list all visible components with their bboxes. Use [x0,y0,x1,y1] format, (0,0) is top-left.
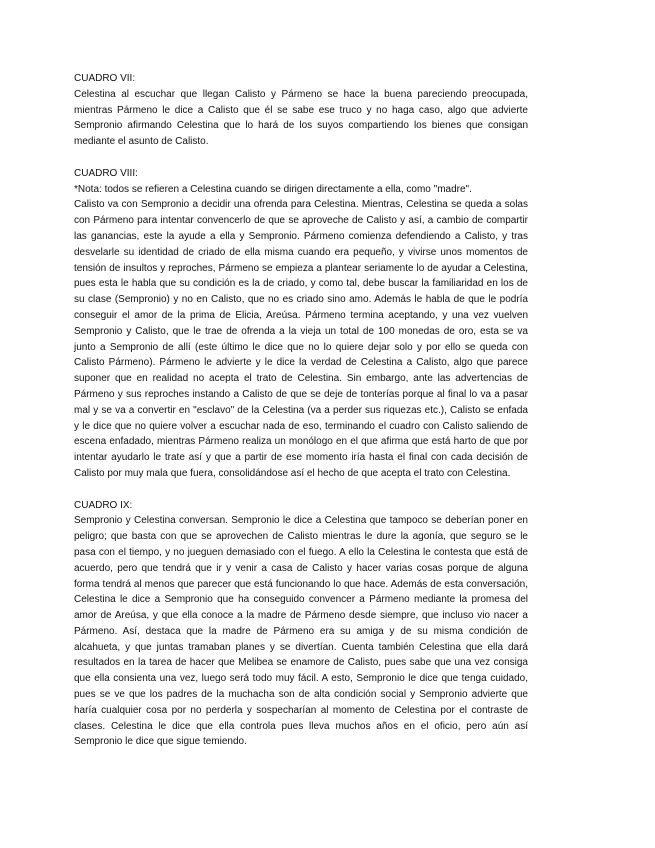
section-paragraph: Sempronio y Celestina conversan. Sempronio le dice a Celestina que tampoco se deberían poner en peligro; que basta con que se aprovechen de Calisto mientras le dure la agonía, que seguro se le pasa con el tiempo, y no jueguen demasiado con el fuego. A ello la Celestina le contesta que está de acuerdo, pero que tendrá que ir y venir a casa de Calisto y hacer varias cosas porque de alguna forma tendrá al menos que parecer que está funcionando lo que hace. Además de esta conversación, Celestina le dice a Sempronio que ha conseguido convencer a Pármeno mediante la promesa del amor de Areúsa, y que ella conoce a la madre de Pármeno desde siempre, que incluso vio nacer a Pármeno. Así, destaca que la madre de Pármeno era su amiga y de su misma condición de alcahueta, y que juntas tramaban planes y se divertían. Cuenta también Celestina que ella dará resultados en la tarea de hacer que Melibea se enamore de Calisto, pues sabe que una vez consiga que ella consienta una vez, luego será todo muy fácil. A esto, Sempronio le dice que tenga cuidado, pues se ve que los padres de la muchacha son de alta condición social y Sempronio advierte que haría cualquier cosa por no perderla y sospecharían al momento de Celestina por el contraste de clases. Celestina le dice que ella controla pues lleva muchos años en el oficio, pero aún así Sempronio le dice que sigue temiendo. [74,515,528,748]
section-cuadro-vii [74,71,528,150]
section-heading: CUADRO VIII: [74,167,138,179]
note-paragraph: *Nota: todos se refieren a Celestina cuando se dirigen directamente a ella, como "madre". [74,183,472,195]
document-page [74,71,528,766]
section-paragraph: Calisto va con Sempronio a decidir una ofrenda para Celestina. Mientras, Celestina se queda a solas con Pármeno para intentar convencerlo de que se aproveche de Calisto y así, a cambio de compartir las ganancias, este la ayude a ella y Sempronio. Pármeno comienza defendiendo a Calisto, y tras desvelarle su identidad de criado de ella misma cuando era pequeño, y vivirse unos momentos de tensión de insultos y reproches, Pármeno se empieza a plantear seriamente lo de ayudar a Celestina, pues esta le habla que su condición es la de criado, y como tal, debe buscar la familiaridad en los de su clase (Sempronio) y no en Calisto, que no es criado sino amo. Además le habla de que le podría conseguir el amor de la prima de Elicia, Areúsa. Pármeno termina aceptando, y una vez vuelven Sempronio y Calisto, que le trae de ofrenda a la vieja un total de 100 monedas de oro, esta se va junto a Sempronio de allí (este último le dice que no lo quiere dejar solo y por ello se queda con Calisto Pármeno). Pármeno le advierte y le dice la verdad de Celestina a Calisto, algo que parece suponer que en realidad no acepta el trato de Celestina. Sin embargo, ante las advertencias de Pármeno y sus reproches instando a Calisto de que se deje de tonterías porque al final lo va a pasar mal y se va a convertir en "esclavo" de la Celestina (va a perder sus riquezas etc.), Calisto se enfada y le dice que no quiere volver a escuchar nada de eso, terminando el cuadro con Calisto saliendo de escena enfadado, mientras Pármeno realiza un monólogo en el que afirma que está harto de que por intentar ayudarlo le trate así y que a partir de ese momento iría hasta el final con cada decisión de Calisto por muy mala que fuera, consolidándose así el hecho de que acepta el trato con Celestina. [74,199,528,479]
section-heading: CUADRO IX: [74,499,133,511]
section-cuadro-ix [74,498,528,751]
section-heading: CUADRO VII: [74,73,136,84]
section-cuadro-viii [74,166,528,482]
section-paragraph: Celestina al escuchar que llegan Calisto y Pármeno se hace la buena pareciendo preocupada, mientras Pármeno le dice a Calisto que él se sabe ese truco y no haga caso, algo que advierte Sempronio afirmando Celestina que lo hará de los suyos compartiendo los bienes que consigan mediante el asunto de Calisto. [74,88,528,148]
